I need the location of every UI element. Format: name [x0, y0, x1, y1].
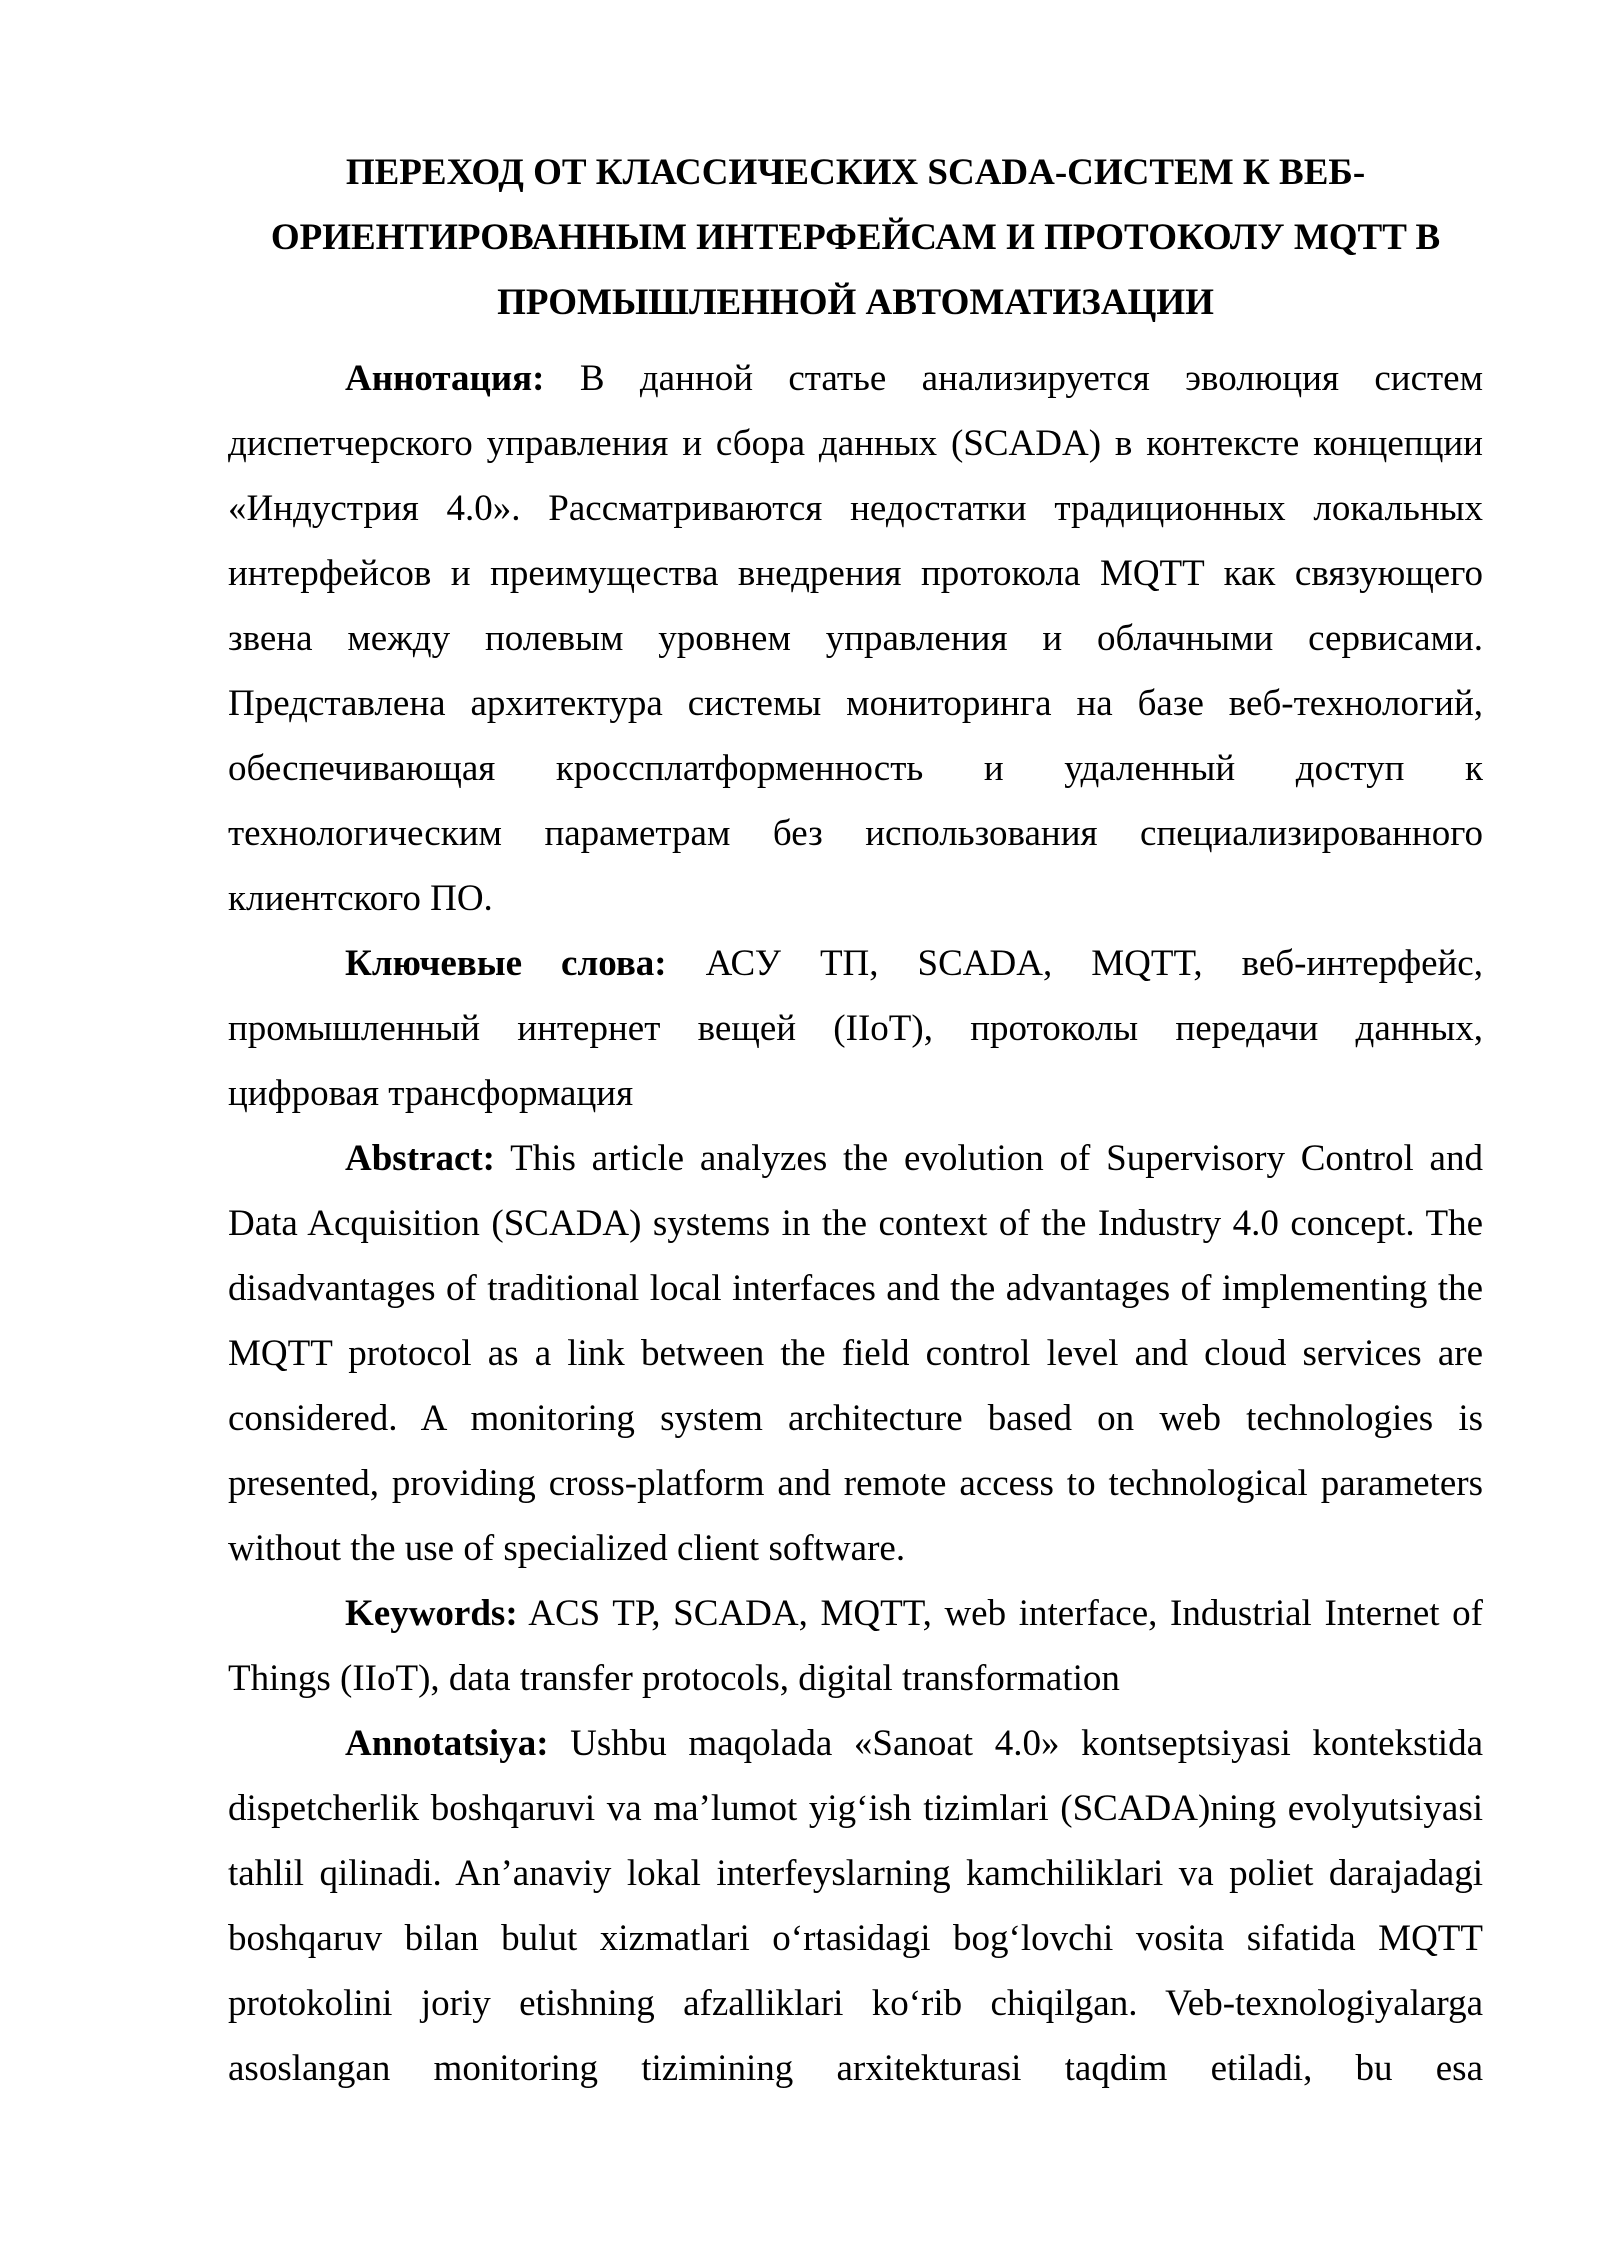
text-line: «Индустрия 4.0». Рассматриваются недостатки традиционных локальных [228, 488, 1483, 529]
text-line: disadvantages of traditional local interfaces and the advantages of implementing the [228, 1268, 1483, 1309]
paragraph-text: This article analyzes the evolution of Supervisory Control and [510, 1138, 1483, 1179]
paragraph-lead-label: Ключевые слова: [345, 943, 667, 984]
text-line: MQTT protocol as a link between the field control level and cloud services are [228, 1333, 1483, 1374]
text-line: диспетчерского управления и сбора данных (SCADA) в контексте концепции [228, 423, 1483, 464]
text-line [228, 346, 1483, 411]
text-line: presented, providing cross-platform and remote access to technological parameters [228, 1463, 1483, 1504]
text-line: tahlil qilinadi. An’anaviy lokal interfeyslarning kamchiliklari va poliet darajadagi [228, 1853, 1483, 1894]
paragraph-text: ACS TP, SCADA, MQTT, web interface, Industrial Internet of [528, 1593, 1483, 1634]
text-line: protokolini joriy etishning afzalliklari ko‘rib chiqilgan. Veb-texnologiyalarga [228, 1983, 1483, 2024]
keywords-ru-paragraph [228, 931, 1483, 1126]
paragraph-lead-label: Аннотация: [345, 358, 545, 399]
paragraph-lead-label: Annotatsiya: [345, 1723, 549, 1764]
keywords-en-paragraph [228, 1581, 1483, 1711]
abstract-en-paragraph [228, 1126, 1483, 1581]
text-line [228, 1581, 1483, 1646]
text-line [228, 1711, 1483, 1776]
text-line: boshqaruv bilan bulut xizmatlari o‘rtasidagi bog‘lovchi vosita sifatida MQTT [228, 1918, 1483, 1959]
text-line: клиентского ПО. [228, 878, 493, 919]
title-line: ПРОМЫШЛЕННОЙ АВТОМАТИЗАЦИИ [497, 282, 1214, 323]
text-line: промышленный интернет вещей (IIoT), протоколы передачи данных, [228, 1008, 1483, 1049]
text-line: обеспечивающая кроссплатформенность и удаленный доступ к [228, 748, 1483, 789]
text-line: asoslangan monitoring tizimining arxitekturasi taqdim etiladi, bu esa [228, 2048, 1483, 2089]
annotation-ru-paragraph [228, 346, 1483, 931]
article-body [228, 346, 1483, 2101]
text-line: цифровая трансформация [228, 1073, 634, 1114]
paragraph-lead-label: Keywords: [345, 1593, 518, 1634]
text-line: Things (IIoT), data transfer protocols, digital transformation [228, 1658, 1120, 1699]
title-line: ОРИЕНТИРОВАННЫМ ИНТЕРФЕЙСАМ И ПРОТОКОЛУ MQTT В [270, 217, 1441, 258]
text-line: dispetcherlik boshqaruvi va ma’lumot yig‘ish tizimlari (SCADA)ning evolyutsiyasi [228, 1788, 1483, 1829]
annotation-uz-paragraph [228, 1711, 1483, 2101]
paragraph-text: Ushbu maqolada «Sanoat 4.0» kontseptsiyasi kontekstida [570, 1723, 1483, 1764]
title-line: ПЕРЕХОД ОТ КЛАССИЧЕСКИХ SCADA-СИСТЕМ К ВЕБ- [345, 152, 1366, 193]
article-title [228, 140, 1483, 335]
paragraph-lead-label: Abstract: [345, 1138, 496, 1179]
text-line: технологическим параметрам без использования специализированного [228, 813, 1483, 854]
text-line: without the use of specialized client software. [228, 1528, 906, 1569]
text-line: Data Acquisition (SCADA) systems in the context of the Industry 4.0 concept. The [228, 1203, 1483, 1244]
paragraph-text: АСУ ТП, SCADA, MQTT, веб-интерфейс, [705, 943, 1483, 984]
text-line: considered. A monitoring system architecture based on web technologies is [228, 1398, 1483, 1439]
text-line: интерфейсов и преимущества внедрения протокола MQTT как связующего [228, 553, 1483, 594]
paragraph-text: В данной статье анализируется эволюция систем [579, 358, 1483, 399]
text-line [228, 1126, 1483, 1191]
text-line [228, 931, 1483, 996]
text-line: звена между полевым уровнем управления и облачными сервисами. [228, 618, 1483, 659]
text-line: Представлена архитектура системы мониторинга на базе веб-технологий, [228, 683, 1483, 724]
